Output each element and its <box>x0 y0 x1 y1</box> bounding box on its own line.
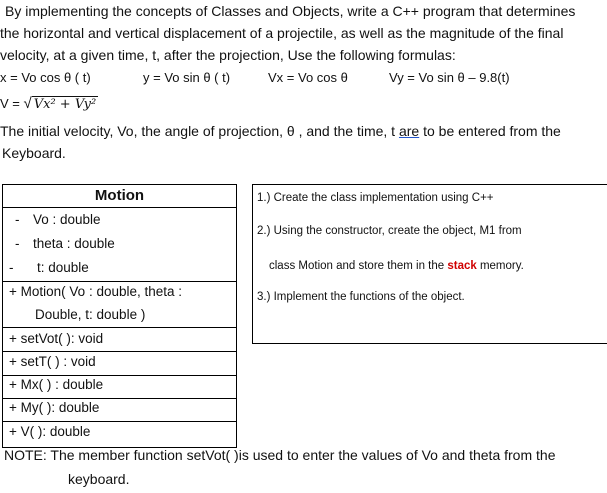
formula-v-prefix: V = <box>0 96 24 111</box>
uml-attribute-text: Vo : double <box>33 212 101 227</box>
problem-line-1: By implementing the concepts of Classes and Objects, write a C++ program that determines <box>5 3 576 19</box>
uml-divider-method <box>3 327 236 328</box>
instruction-item-2-continued: class Motion and store them in the stack memory. <box>269 260 524 272</box>
input-line-2: Keyboard. <box>2 145 66 161</box>
note-line-1: NOTE: The member function setVot( )is used to enter the values of Vo and theta from the <box>4 447 556 463</box>
input-line-1-are: are <box>398 123 420 139</box>
uml-attribute-text: theta : double <box>33 236 115 251</box>
formula-vx: Vx = Vo cos θ <box>268 70 348 85</box>
input-line-1 <box>0 120 561 142</box>
uml-divider-method <box>3 351 236 352</box>
uml-method-continued: Double, t: double ) <box>35 307 146 322</box>
uml-divider-method <box>3 421 236 422</box>
instruction-item-2: 2.) Using the constructor, create the object, M1 from <box>257 225 522 237</box>
stack-keyword: stack <box>447 260 477 272</box>
sqrt-symbol: √ <box>23 95 32 112</box>
input-line-1-pre: The initial velocity, Vo, the angle of projection, θ , and the time, t <box>0 123 399 139</box>
uml-method: + setT( ) : void <box>9 354 96 369</box>
note-line-2: keyboard. <box>68 471 130 487</box>
uml-attribute: - <box>15 212 20 227</box>
uml-divider-method <box>3 398 236 399</box>
formula-y: y = Vo sin θ ( t) <box>143 70 231 85</box>
uml-method: + Mx( ) : double <box>9 377 104 392</box>
uml-method: + setVot( ): void <box>9 331 104 346</box>
input-line-1-post: to be entered from the <box>419 123 561 139</box>
formula-vy: Vy = Vo sin θ – 9.8(t) <box>389 70 510 85</box>
uml-method: + Motion( Vo : double, theta : <box>9 284 183 299</box>
uml-attribute-text: t: double <box>37 260 89 275</box>
instruction-item-1: 1.) Create the class implementation using C++ <box>257 192 494 204</box>
formula-v <box>0 95 98 112</box>
uml-divider-top <box>3 207 236 208</box>
uml-divider-method <box>3 375 236 376</box>
uml-method: + My( ): double <box>9 400 100 415</box>
formula-v-radicand: Vx² + Vy² <box>33 97 97 112</box>
uml-attribute: - <box>9 260 14 275</box>
uml-method: + V( ): double <box>9 424 91 439</box>
uml-class-name: Motion <box>94 187 145 204</box>
uml-divider-middle <box>3 281 236 282</box>
uml-class-box <box>2 184 237 448</box>
instruction-item-3: 3.) Implement the functions of the object. <box>257 291 465 303</box>
problem-line-2: the horizontal and vertical displacement of a projectile, as well as the magnitude of the final <box>0 25 564 41</box>
problem-line-3: velocity, at a given time, t, after the projection, Use the following formulas: <box>0 47 456 63</box>
instructions-box <box>252 184 607 344</box>
uml-attribute: - <box>15 236 20 251</box>
formula-x: x = Vo cos θ ( t) <box>0 70 91 85</box>
